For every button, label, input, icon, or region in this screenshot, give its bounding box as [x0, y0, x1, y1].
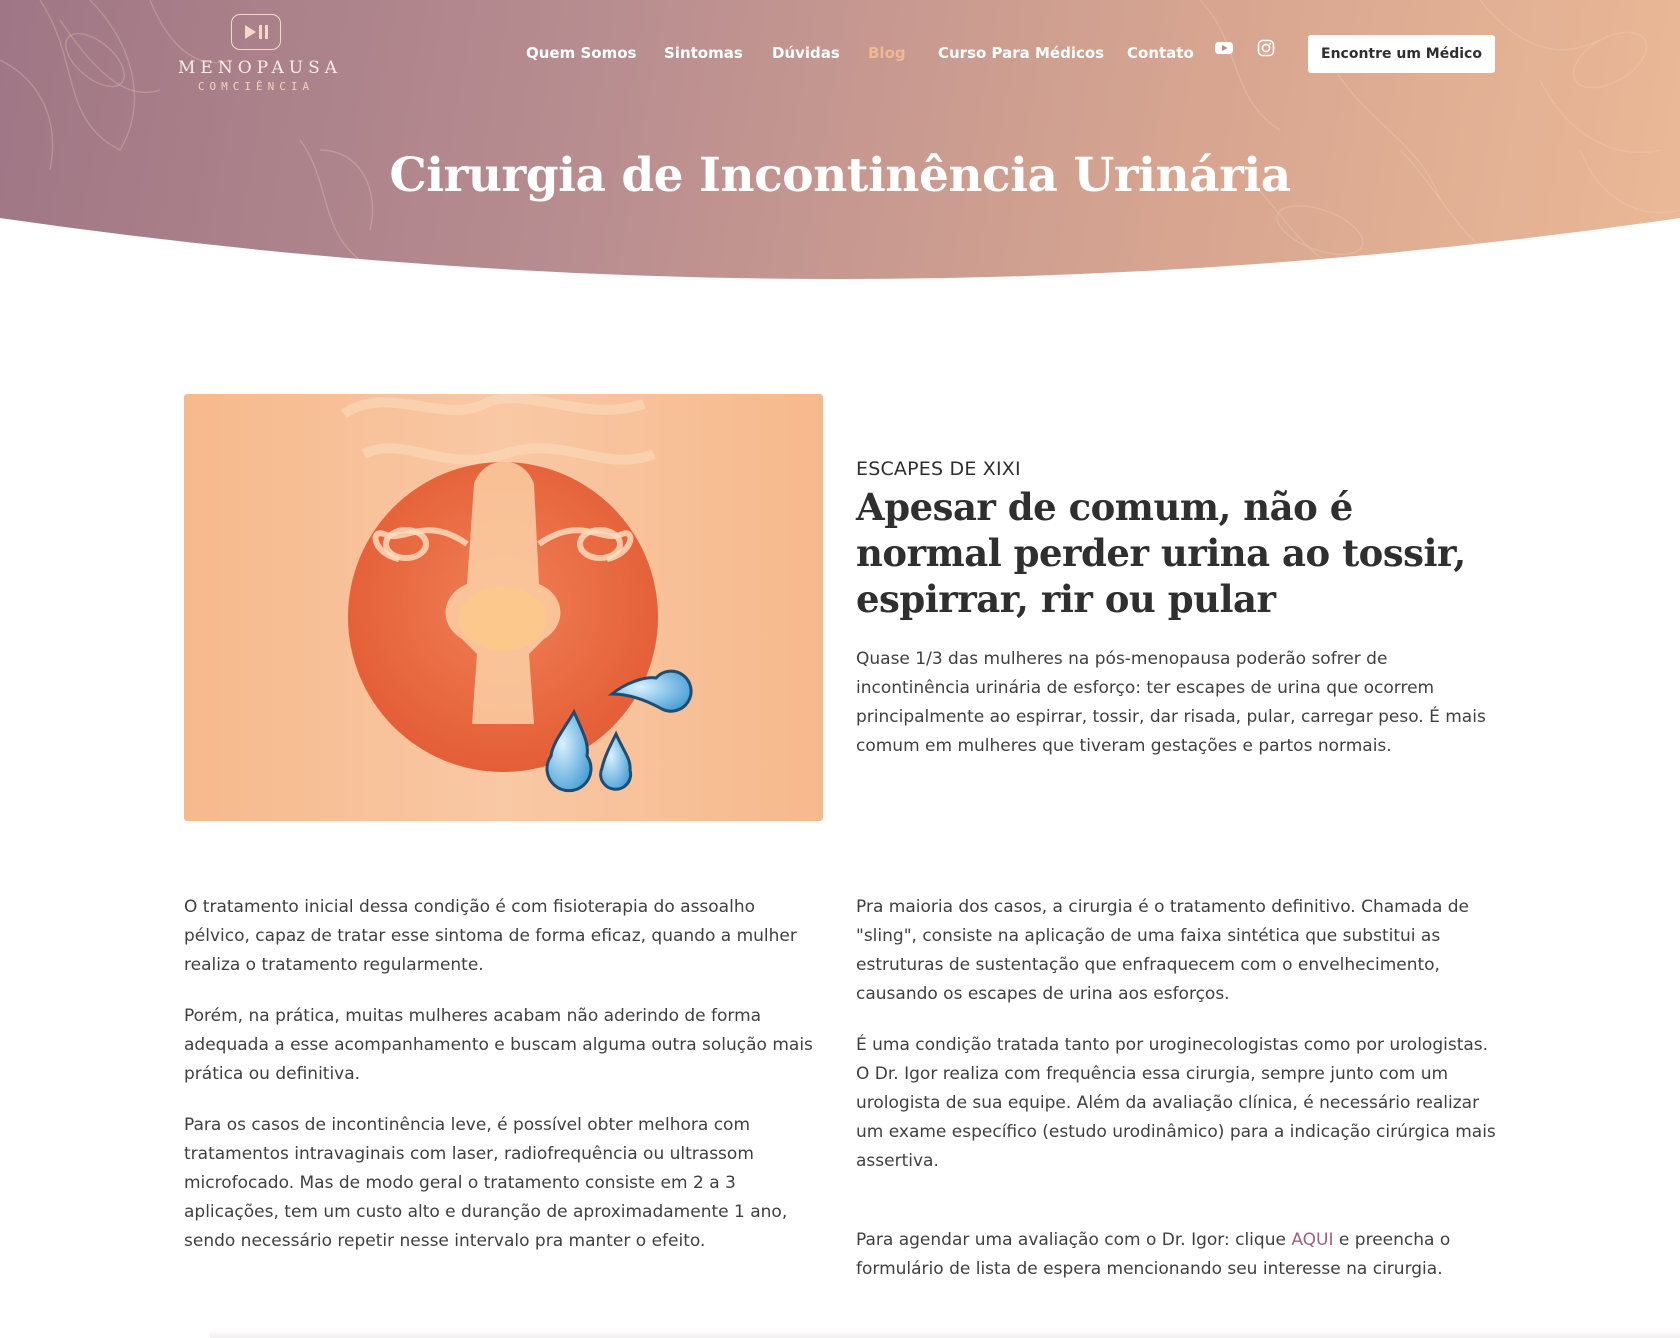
- nav-item-curso-para-medicos[interactable]: Curso Para Médicos: [938, 44, 1105, 62]
- footer-edge: [210, 1330, 1680, 1338]
- pelvic-illustration: [184, 394, 823, 821]
- logo-tagline: COMCIÊNCIA: [197, 80, 315, 93]
- body-paragraph: É uma condição tratada tanto por uroginecologistas como por urologistas. O Dr. Igor realiza com frequência essa cirurgia, sempre junto com um urologista de sua equipe. Além da avaliação clínica, é necessário realizar um exame específico (estudo urodinâmico) para a indicação cirúrgica mais assertiva.: [856, 1035, 1496, 1171]
- body-column-left: [184, 893, 824, 1278]
- nav-item-sintomas[interactable]: Sintomas: [664, 44, 743, 62]
- find-doctor-button[interactable]: Encontre um Médico: [1308, 35, 1495, 73]
- nav-item-duvidas[interactable]: Dúvidas: [772, 44, 840, 62]
- schedule-paragraph: [856, 1226, 1496, 1284]
- body-paragraph: Para os casos de incontinência leve, é possível obter melhora com tratamentos intravaginais com laser, radiofrequência ou ultrassom microfocado. Mas de modo geral o tratamento consiste em 2 a 3 aplicações, tem um custo alto e duranção de aproximadamente 1 ano, sendo necessário repetir nesse intervalo pra manter o efeito.: [184, 1115, 788, 1251]
- body-paragraph: O tratamento inicial dessa condição é com fisioterapia do assoalho pélvico, capaz de tratar esse sintoma de forma eficaz, quando a mulher realiza o tratamento regularmente.: [184, 897, 797, 975]
- page-title: Cirurgia de Incontinência Urinária: [389, 148, 1291, 203]
- section-eyebrow: ESCAPES DE XIXI: [856, 458, 1021, 480]
- body-paragraph: Porém, na prática, muitas mulheres acabam não aderindo de forma adequada a esse acompanhamento e buscam alguma outra solução mais prática ou definitiva.: [184, 1006, 813, 1084]
- logo-wordmark: MENOPAUSA: [178, 58, 343, 78]
- feature-headline: Apesar de comum, não é normal perder urina ao tossir, espirrar, rir ou pular: [856, 485, 1466, 621]
- body-column-right: [856, 893, 1496, 1306]
- instagram-icon[interactable]: [1256, 39, 1276, 57]
- youtube-icon[interactable]: [1214, 39, 1234, 57]
- hero-header: [0, 0, 1680, 290]
- schedule-text-before: Para agendar uma avaliação com o Dr. Igor: clique: [856, 1230, 1292, 1250]
- schedule-text-after: e preencha o formulário de lista de espera mencionando seu interesse na cirurgia.: [856, 1230, 1451, 1279]
- feature-lead-paragraph: Quase 1/3 das mulheres na pós-menopausa poderão sofrer de incontinência urinária de esforço: ter escapes de urina que ocorrem principalmente ao espirrar, tossir, dar risada, pular, carregar peso. É mais comum em mulheres que tiveram gestações e partos normais.: [856, 649, 1486, 756]
- nav-item-contato[interactable]: Contato: [1127, 44, 1194, 62]
- schedule-link[interactable]: AQUI: [1291, 1230, 1334, 1250]
- nav-item-quem-somos[interactable]: Quem Somos: [526, 44, 637, 62]
- nav-item-blog[interactable]: Blog: [868, 44, 906, 62]
- body-paragraph: Pra maioria dos casos, a cirurgia é o tratamento definitivo. Chamada de "sling", consiste na aplicação de uma faixa sintética que substitui as estruturas de sustentação que enfraquecem com o envelhecimento, causando os escapes de urina aos esforços.: [856, 897, 1470, 1004]
